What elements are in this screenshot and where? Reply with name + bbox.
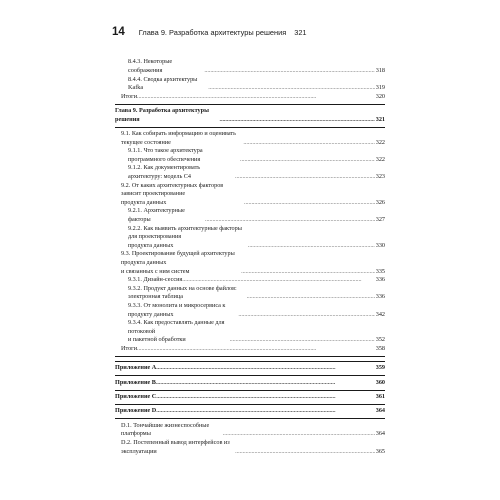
dot-leader <box>182 276 374 285</box>
toc-entry-text: 9.2.2. Как выявить архитектурные факторы для проектирования <box>128 224 242 241</box>
toc-entry-appendix[interactable] <box>115 393 385 402</box>
dot-leader <box>241 268 375 277</box>
toc-entry-page: 330 <box>375 241 385 249</box>
toc-entry-text: Итоги <box>121 344 138 352</box>
dot-leader <box>243 139 374 148</box>
toc-entry[interactable] <box>115 422 385 439</box>
toc-entry[interactable] <box>115 439 385 456</box>
toc-entry-text-continued: продукта данных <box>121 198 167 206</box>
toc-block-appendix-b <box>115 376 385 390</box>
toc-entry-appendix[interactable] <box>115 364 385 373</box>
toc-entry[interactable] <box>115 302 385 319</box>
toc-entry-text: Приложение В <box>115 378 156 386</box>
running-chapter-title: Глава 9. Разработка архитектуры решения <box>138 28 287 37</box>
toc-entry-page: 323 <box>375 173 385 181</box>
dot-leader <box>248 242 375 251</box>
dot-leader <box>230 336 375 345</box>
dot-leader <box>238 311 374 320</box>
dot-leader <box>244 199 375 208</box>
toc-entry[interactable] <box>115 207 385 224</box>
toc-block-appendix-d-title <box>115 405 385 419</box>
toc-entry-page: 327 <box>375 216 385 224</box>
toc-entry-text: Приложение D <box>115 407 157 415</box>
toc-entry-page: 336 <box>375 293 385 301</box>
toc-entry-text: 9.1. Как собирать информацию и оценивать текущее состояние <box>121 130 236 146</box>
toc-entry-page: 326 <box>375 198 385 206</box>
toc-entry-text: D.1. Тончайшие жизнеспособные платформы <box>121 421 210 438</box>
dot-leader <box>156 407 374 416</box>
toc-entry[interactable] <box>115 285 385 302</box>
dot-leader <box>208 84 375 93</box>
table-of-contents <box>115 56 385 459</box>
toc-entry-text: Приложение С <box>115 393 157 401</box>
dot-leader <box>156 379 375 388</box>
toc-entry-text: Приложение А <box>115 364 157 372</box>
toc-entry[interactable] <box>115 319 385 345</box>
toc-entry-text: Глава 9. Разработка архитектуры решения <box>115 107 209 123</box>
toc-entry[interactable] <box>115 164 385 181</box>
dot-leader <box>205 216 375 225</box>
toc-entry-page: 361 <box>375 393 385 401</box>
toc-entry-page: 365 <box>375 447 385 455</box>
toc-entry-text: 9.3. Проектирование будущей архитектуры продукта данных <box>121 250 235 267</box>
toc-entry-page: 319 <box>375 84 385 92</box>
toc-block-appendix-d <box>115 419 385 458</box>
dot-leader <box>156 393 374 402</box>
toc-block-chapter-9-title <box>115 105 385 128</box>
toc-entry-text: 9.2.1. Архитектурные факторы <box>128 207 185 224</box>
dot-leader <box>219 116 374 125</box>
toc-entry-text: 9.3.4. Как предоставлять данные для потоковой <box>128 319 225 335</box>
toc-entry[interactable] <box>115 225 385 251</box>
toc-entry-page: 352 <box>375 336 385 344</box>
dot-leader <box>137 345 375 354</box>
toc-entry-page: 320 <box>375 92 385 100</box>
toc-entry-text: 9.3.3. От монолита и микросервиса к продукту данных <box>128 301 226 318</box>
toc-block-appendix-a <box>115 361 385 376</box>
toc-entry-text: D.2. Постепенный вывод интерфейсов из эксплуатации <box>121 439 230 455</box>
dot-leader <box>235 448 375 457</box>
toc-block-appendix-c <box>115 391 385 405</box>
toc-entry-page: 336 <box>375 276 385 284</box>
toc-entry-text: 9.3.2. Продукт данных на основе файлов: электронная таблица <box>128 284 237 301</box>
toc-entry-text-continued: и связанных с ним систем <box>121 267 190 275</box>
toc-entry[interactable] <box>115 276 385 285</box>
toc-entry-appendix[interactable] <box>115 379 385 388</box>
toc-entry[interactable] <box>115 58 385 75</box>
toc-entry-text: 8.4.4. Сводка архитектуры Kafka <box>128 75 198 92</box>
running-chapter-page: 321 <box>294 28 307 37</box>
toc-entry-appendix[interactable] <box>115 407 385 416</box>
dot-leader <box>235 173 375 182</box>
toc-entry-page: 358 <box>375 344 385 352</box>
toc-entry-text-continued: продукта данных <box>128 241 174 249</box>
toc-entry-text: 9.3.1. Дизайн-сессия <box>128 276 183 284</box>
toc-entry-text: Итоги <box>121 92 138 100</box>
toc-entry[interactable] <box>115 76 385 93</box>
toc-block-chapter-9 <box>115 128 385 357</box>
toc-entry-chapter[interactable] <box>115 107 385 124</box>
toc-entry-text: 8.4.3. Некоторые соображения <box>128 58 173 74</box>
toc-entry-page: 359 <box>375 364 385 372</box>
dot-leader <box>223 430 375 439</box>
toc-entry-page: 318 <box>375 66 385 74</box>
toc-entry-page: 322 <box>375 155 385 163</box>
page-number: 14 <box>112 26 125 38</box>
toc-entry-text: 9.1.2. Как документировать архитектуру: модель C4 <box>128 164 201 181</box>
toc-entry-page: 360 <box>375 378 385 386</box>
toc-entry[interactable] <box>115 345 385 354</box>
running-head <box>112 26 412 38</box>
dot-leader <box>240 156 375 165</box>
toc-entry-page: 364 <box>375 430 385 438</box>
toc-block-chapter-8-tail <box>115 56 385 105</box>
toc-entry-page: 335 <box>375 267 385 275</box>
dot-leader <box>137 93 375 102</box>
toc-entry[interactable] <box>115 93 385 102</box>
toc-entry-page: 322 <box>375 138 385 146</box>
dot-leader <box>247 293 375 302</box>
dot-leader <box>204 67 374 76</box>
toc-entry-page: 364 <box>375 407 385 415</box>
toc-entry-text: 9.1.1. Что такое архитектура программного обеспечения <box>128 147 203 163</box>
toc-entry-page: 342 <box>375 310 385 318</box>
toc-entry-text-continued: и пакетной обработки <box>128 336 186 344</box>
toc-entry[interactable] <box>115 250 385 276</box>
toc-entry-page: 321 <box>375 115 385 123</box>
toc-entry[interactable] <box>115 130 385 147</box>
toc-entry[interactable] <box>115 147 385 164</box>
dot-leader <box>156 364 374 373</box>
toc-entry-text: 9.2. От каких архитектурных факторов зависит проектирование <box>121 181 224 198</box>
toc-entry[interactable] <box>115 182 385 208</box>
